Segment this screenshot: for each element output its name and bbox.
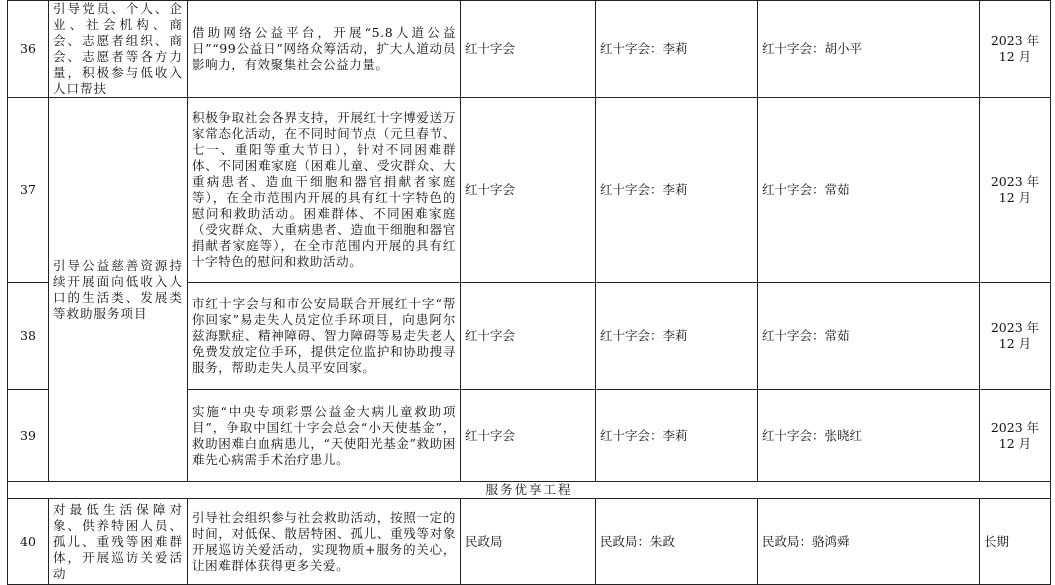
table-row [8, 499, 1051, 585]
group-project-cell: 引导公益慈善资源持续开展面向低收入人口的生活类、发展类等救助服务项目 [49, 98, 188, 482]
row-number: 36 [8, 1, 49, 98]
content-cell: 引导社会组织参与社会救助活动，按照一定的时间，对低保、散居特困、孤儿、重残等对象开展巡访关爱活动，实现物质+服务的关心，让困难群体获得更多关爱。 [188, 499, 461, 585]
time-cell [980, 283, 1051, 390]
time-year: 2023 年 [990, 419, 1040, 435]
time-cell [980, 390, 1051, 482]
lead-person-cell: 红十字会：李莉 [596, 283, 758, 390]
content-cell: 实施“中央专项彩票公益金大病儿童救助项目”，争取中国红十字会总会“小天使基金”，救助困难白血病患儿，“天使阳光基金”救助困难先心病需手术治疗患儿。 [188, 390, 461, 482]
content-cell: 借助网络公益平台，开展“5.8人道公益日”“99公益日”网络众筹活动，扩大人道动员影响力，有效聚集社会公益力量。 [188, 1, 461, 98]
project-cell: 对最低生活保障对象、供养特困人员、孤儿、重残等困难群体，开展巡访关爱活动 [49, 499, 188, 585]
time-month: 12 月 [998, 190, 1032, 205]
contact-cell: 红十字会：常茹 [758, 98, 980, 283]
time-month: 12 月 [998, 435, 1032, 451]
contact-cell: 红十字会：胡小平 [758, 1, 980, 98]
time-cell [980, 98, 1051, 283]
content-cell: 积极争取社会各界支持，开展红十字博爱送万家常态化活动，在不同时间节点（元旦春节、七一、重阳等重大节日），针对不同困难群体、不同困难家庭（困难儿童、受灾群众、大重病患者、造血干细胞和器官捐献者家庭等），在全市范围内开展的具有红十字特色的慰问和救助活动。困难群体、不同困难家庭（受灾群众、大重病患者、造血干细胞和器官捐献者家庭等），在全市范围内开展的具有红十字特色的慰问和救助活动。 [188, 98, 461, 283]
contact-cell: 民政局：骆鸿舜 [758, 499, 980, 585]
table-row [8, 98, 1051, 283]
contact-cell: 红十字会：张晓红 [758, 390, 980, 482]
contact-cell: 红十字会：常茹 [758, 283, 980, 390]
time-month: 12 月 [998, 49, 1032, 64]
section-title: 服务优享工程 [8, 482, 1051, 499]
content-cell: 市红十字会与和市公安局联合开展红十字“帮你回家”易走失人员定位手环项目，向患阿尔兹海默症、精神障碍、智力障碍等易走失老人免费发放定位手环，提供定位监护和协助搜寻服务，帮助走失人员平安回家。 [188, 283, 461, 390]
row-number: 37 [8, 98, 49, 283]
row-number: 40 [8, 499, 49, 585]
lead-person-cell: 红十字会：李莉 [596, 390, 758, 482]
time-cell [980, 1, 1051, 98]
time-month: 12 月 [998, 336, 1032, 351]
row-number: 39 [8, 390, 49, 482]
lead-person-cell: 红十字会：李莉 [596, 98, 758, 283]
row-number: 38 [8, 283, 49, 390]
lead-unit-cell: 民政局 [461, 499, 596, 585]
time-year: 2023 年 [990, 320, 1040, 335]
task-table [7, 0, 1051, 585]
time-year: 2023 年 [990, 33, 1040, 48]
section-row [8, 482, 1051, 499]
project-cell: 引导党员、个人、企业、社会机构、商会、志愿者组织、商会、志愿者等各方力量，积极参与低收入人口帮扶 [49, 1, 188, 98]
table-row [8, 1, 1051, 98]
lead-person-cell: 民政局：朱政 [596, 499, 758, 585]
lead-unit-cell: 红十字会 [461, 1, 596, 98]
lead-unit-cell: 红十字会 [461, 390, 596, 482]
time-year: 2023 年 [990, 174, 1040, 189]
time-cell: 长期 [980, 499, 1051, 585]
lead-unit-cell: 红十字会 [461, 283, 596, 390]
lead-unit-cell: 红十字会 [461, 98, 596, 283]
lead-person-cell: 红十字会：李莉 [596, 1, 758, 98]
